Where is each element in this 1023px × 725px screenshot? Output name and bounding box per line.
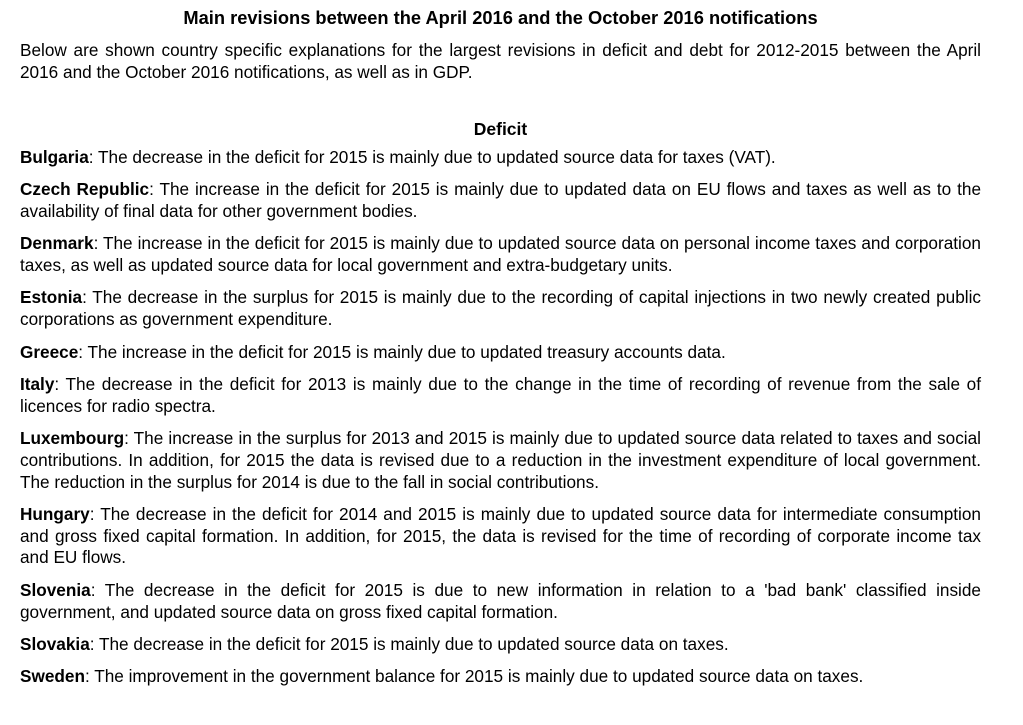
- country-name: Estonia: [20, 287, 83, 308]
- entry-text: : The decrease in the deficit for 2014 and 2015 is mainly due to updated source data for intermediate consumption and gross fixed capital formation. In addition, for 2015, the data is revised for the time of recording of corporate income tax and EU flows.: [20, 503, 981, 568]
- country-entry: [20, 179, 981, 223]
- entry-text: : The increase in the deficit for 2015 is mainly due to updated data on EU flows and taxes as well as to the availability of final data for other government bodies.: [20, 179, 981, 222]
- country-entry: [20, 428, 981, 493]
- country-entry: [20, 580, 981, 624]
- section-heading-deficit: Deficit: [473, 119, 528, 139]
- intro-paragraph: Below are shown country specific explanations for the largest revisions in deficit and debt for 2012-2015 between the April 2016 and the October 2016 notifications, as well as in GDP.: [20, 40, 981, 82]
- entry-text: : The increase in the deficit for 2015 is mainly due to updated treasury accounts data.: [78, 341, 726, 362]
- country-entry: [20, 287, 981, 331]
- country-name: Slovenia: [20, 579, 91, 600]
- country-entry: [20, 233, 981, 277]
- country-name: Bulgaria: [20, 147, 89, 167]
- country-entry: [20, 147, 981, 169]
- entry-text: : The increase in the deficit for 2015 is mainly due to updated source data on personal income taxes and corporation taxes, as well as updated source data for local government and extra-budgetary units.: [20, 233, 981, 276]
- entry-text: : The decrease in the surplus for 2015 is mainly due to the recording of capital injections in two newly created public corporations as government expenditure.: [20, 287, 981, 330]
- country-name: Czech Republic: [20, 179, 150, 200]
- country-name: Slovakia: [20, 633, 90, 654]
- country-name: Denmark: [20, 233, 94, 254]
- entry-text: : The decrease in the deficit for 2013 is mainly due to the change in the time of recording of revenue from the sale of licences for radio spectra.: [20, 373, 981, 416]
- country-entry: [20, 666, 981, 688]
- entry-text: : The improvement in the government balance for 2015 is mainly due to updated source data on taxes.: [84, 666, 864, 687]
- country-entry: [20, 342, 981, 364]
- country-name: Luxembourg: [20, 427, 125, 448]
- country-name: Italy: [20, 373, 55, 394]
- document-title: Main revisions between the April 2016 and the October 2016 notifications: [183, 7, 818, 28]
- country-entries-list: [20, 147, 981, 688]
- entry-text: : The decrease in the deficit for 2015 is due to new information in relation to a 'bad bank' classified inside government, and updated source data on gross fixed capital formation.: [20, 579, 981, 622]
- country-entry: [20, 374, 981, 418]
- country-entry: [20, 504, 981, 569]
- entry-text: : The increase in the surplus for 2013 and 2015 is mainly due to updated source data related to taxes and social contributions. In addition, for 2015 the data is revised due to a reduction in the investment expenditure of local government. The reduction in the surplus for 2014 is due to the fall in social contributions.: [20, 427, 981, 492]
- entry-text: : The decrease in the deficit for 2015 is mainly due to updated source data on taxes.: [89, 633, 729, 654]
- country-name: Greece: [20, 341, 79, 362]
- entry-text: : The decrease in the deficit for 2015 is mainly due to updated source data for taxes (VAT).: [88, 147, 776, 167]
- country-name: Sweden: [20, 666, 85, 687]
- country-entry: [20, 634, 981, 656]
- country-name: Hungary: [20, 503, 90, 524]
